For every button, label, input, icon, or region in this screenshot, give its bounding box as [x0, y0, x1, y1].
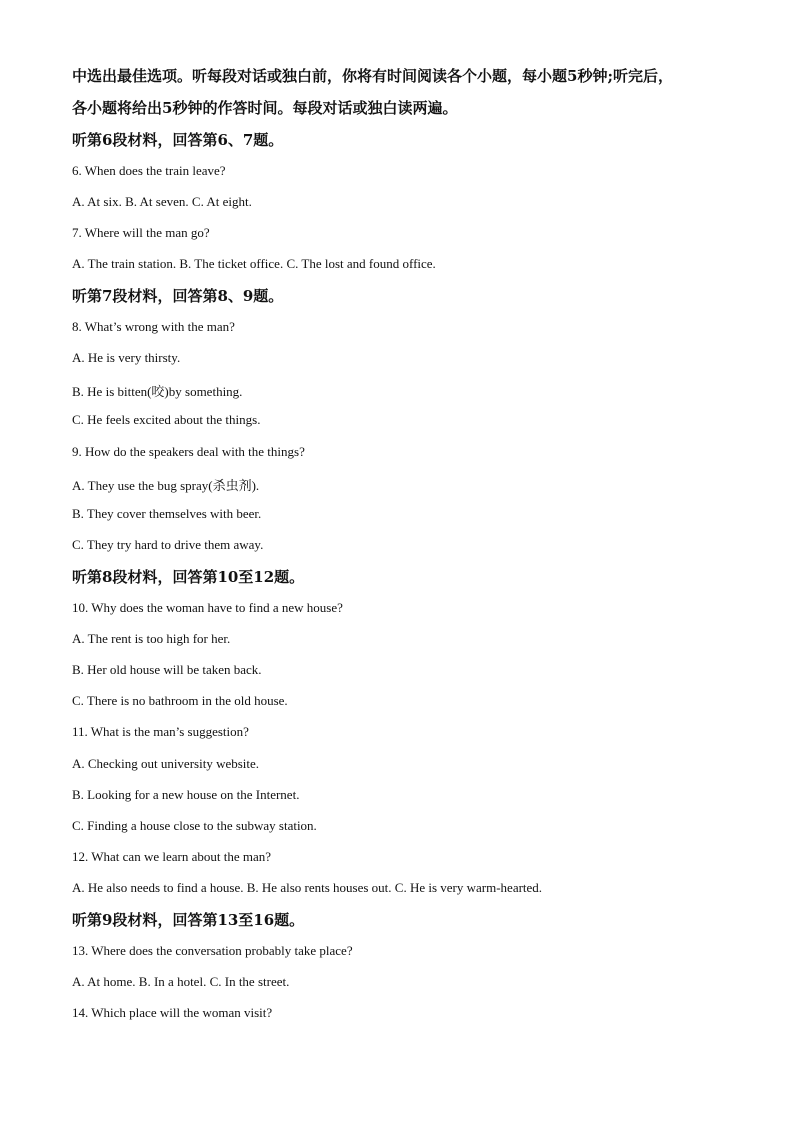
intro-line-1: 中选出最佳选项。听每段对话或独白前，你将有时间阅读各个小题，每小题5秒钟;听完后，: [72, 67, 673, 85]
answer-options: A. At home. B. In a hotel. C. In the street.: [72, 974, 290, 989]
question-text: 14. Which place will the woman visit?: [72, 1005, 273, 1020]
question-text: 11. What is the man’s suggestion?: [72, 724, 249, 739]
answer-options: A. The train station. B. The ticket office. C. The lost and found office.: [72, 256, 436, 271]
question-text: 12. What can we learn about the man?: [72, 849, 272, 864]
question-text: 7. Where will the man go?: [72, 225, 210, 240]
question-text: 6. When does the train leave?: [72, 163, 226, 178]
answer-options: A. He also needs to find a house. B. He also rents houses out. C. He is very warm-hearted.: [72, 880, 543, 895]
section-heading: 听第6段材料，回答第6、7题。: [72, 131, 284, 149]
answer-option: B. Looking for a new house on the Internet.: [72, 787, 300, 802]
answer-option: A. The rent is too high for her.: [72, 631, 231, 646]
answer-option: B. They cover themselves with beer.: [72, 506, 262, 521]
section-heading: 听第7段材料，回答第8、9题。: [72, 287, 284, 305]
answer-option: B. Her old house will be taken back.: [72, 662, 262, 677]
answer-option: A. Checking out university website.: [72, 756, 260, 771]
answer-options: A. At six. B. At seven. C. At eight.: [72, 194, 252, 209]
answer-option: C. Finding a house close to the subway station.: [72, 818, 317, 833]
answer-option: A. They use the bug spray(杀虫剂).: [72, 478, 260, 493]
question-text: 13. Where does the conversation probably take place?: [72, 943, 353, 958]
answer-option: C. They try hard to drive them away.: [72, 537, 264, 552]
question-text: 10. Why does the woman have to find a new house?: [72, 600, 343, 615]
answer-option: A. He is very thirsty.: [72, 350, 181, 365]
question-text: 8. What’s wrong with the man?: [72, 319, 235, 334]
answer-option: B. He is bitten(咬)by something.: [72, 384, 243, 399]
section-heading: 听第8段材料，回答第10至12题。: [72, 568, 305, 586]
answer-option: C. There is no bathroom in the old house.: [72, 693, 288, 708]
answer-option: C. He feels excited about the things.: [72, 412, 261, 427]
section-heading: 听第9段材料，回答第13至16题。: [72, 911, 305, 929]
intro-line-2: 各小题将给出5秒钟的作答时间。每段对话或独白读两遍。: [72, 99, 458, 117]
question-text: 9. How do the speakers deal with the things?: [72, 444, 305, 459]
